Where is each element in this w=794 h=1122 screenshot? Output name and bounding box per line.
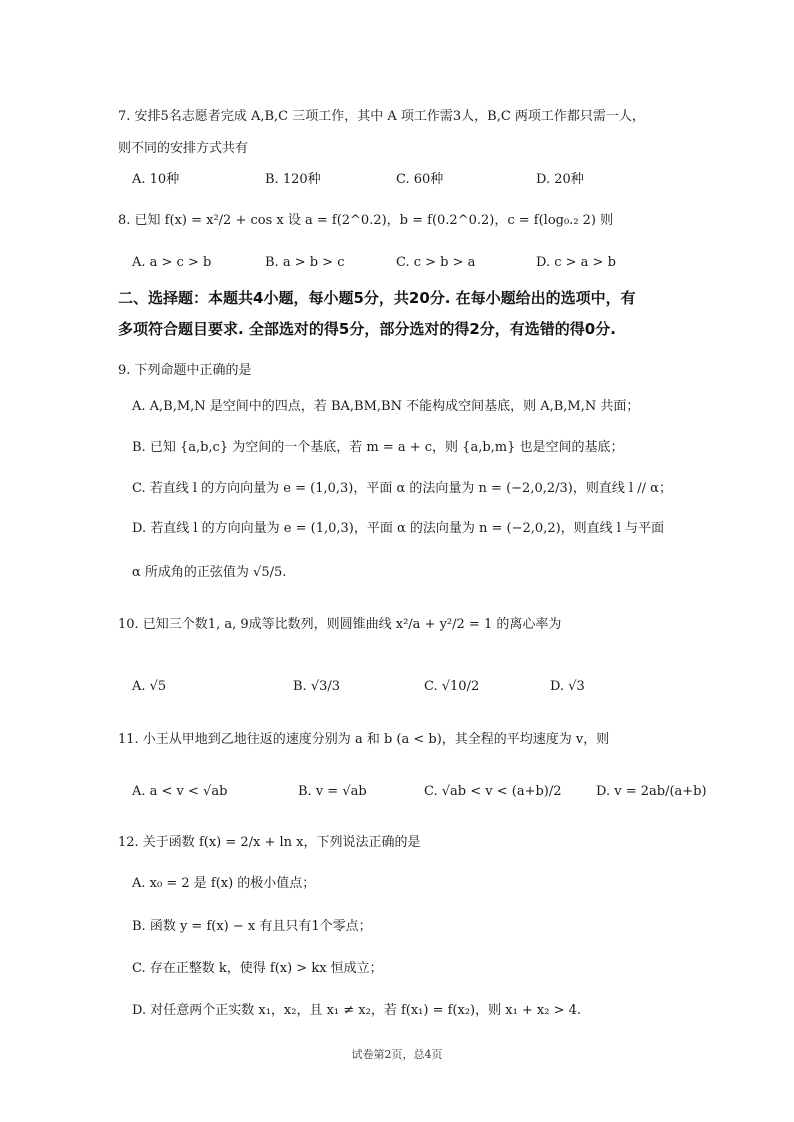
q10-option-a: A. √5	[132, 679, 167, 694]
q11-option-d: D. v = 2ab/(a+b)	[596, 784, 707, 799]
q11-option-a: A. a < v < √ab	[132, 784, 228, 799]
q8-stem: 8. 已知 f(x) = x²/2 + cos x 设 a = f(2^0.2)，b = f(0.2^0.2)，c = f(log₀.₂ 2) 则	[118, 213, 614, 228]
q10-option-d: D. √3	[550, 679, 585, 694]
q7-option-a: A. 10种	[132, 172, 180, 187]
q8-option-a: A. a > c > b	[132, 255, 212, 270]
q9-option-d-line1: D. 若直线 l 的方向向量为 e = (1,0,3)，平面 α 的法向量为 n = (−2,0,2)，则直线 l 与平面	[132, 521, 665, 536]
q7-option-c: C. 60种	[396, 172, 444, 187]
q8-option-b: B. a > b > c	[265, 255, 345, 270]
q12-option-b: B. 函数 y = f(x) − x 有且只有1个零点；	[132, 919, 372, 934]
q8-option-c: C. c > b > a	[396, 255, 476, 270]
q11-option-b: B. v = √ab	[298, 784, 367, 799]
q9-option-a: A. A,B,M,N 是空间中的四点，若 BA,BM,BN 不能构成空间基底，则 A,B,M,N 共面；	[132, 399, 640, 414]
q10-option-c: C. √10/2	[424, 679, 480, 694]
section2-heading-line1: 二、选择题：本题共4小题，每小题5分，共20分. 在每小题给出的选项中，有	[118, 289, 636, 307]
q9-option-b: B. 已知 {a,b,c} 为空间的一个基底，若 m = a + c，则 {a,b,m} 也是空间的基底；	[132, 440, 624, 455]
q12-stem: 12. 关于函数 f(x) = 2/x + ln x，下列说法正确的是	[118, 835, 421, 850]
q10-stem: 10. 已知三个数1, a, 9成等比数列，则圆锥曲线 x²/a + y²/2 = 1 的离心率为	[118, 617, 562, 632]
q10-option-b: B. √3/3	[293, 679, 341, 694]
q7-option-d: D. 20种	[536, 172, 584, 187]
q7-option-b: B. 120种	[265, 172, 321, 187]
q11-stem: 11. 小王从甲地到乙地往返的速度分别为 a 和 b (a < b)，其全程的平均速度为 v，则	[118, 732, 610, 747]
q12-option-d: D. 对任意两个正实数 x₁，x₂，且 x₁ ≠ x₂，若 f(x₁) = f(x₂)，则 x₁ + x₂ > 4.	[132, 1003, 582, 1018]
q12-option-a: A. x₀ = 2 是 f(x) 的极小值点；	[132, 876, 316, 891]
section2-heading-line2: 多项符合题目要求. 全部选对的得5分，部分选对的得2分，有选错的得0分.	[118, 320, 616, 338]
q7-stem-line2: 则不同的安排方式共有	[118, 141, 249, 156]
q11-option-c: C. √ab < v < (a+b)/2	[424, 784, 562, 799]
q9-option-c: C. 若直线 l 的方向向量为 e = (1,0,3)，平面 α 的法向量为 n = (−2,0,2/3)，则直线 l // α；	[132, 481, 672, 496]
q9-option-d-line2: α 所成角的正弦值为 √5/5.	[132, 565, 287, 580]
q8-option-d: D. c > a > b	[536, 255, 616, 270]
q12-option-c: C. 存在正整数 k，使得 f(x) > kx 恒成立；	[132, 961, 383, 976]
q9-stem: 9. 下列命题中正确的是	[118, 363, 252, 378]
page-footer: 试卷第2页，总4页	[351, 1048, 443, 1061]
q7-stem-line1: 7. 安排5名志愿者完成 A,B,C 三项工作，其中 A 项工作需3人，B,C 两项工作都只需一人，	[118, 109, 645, 124]
